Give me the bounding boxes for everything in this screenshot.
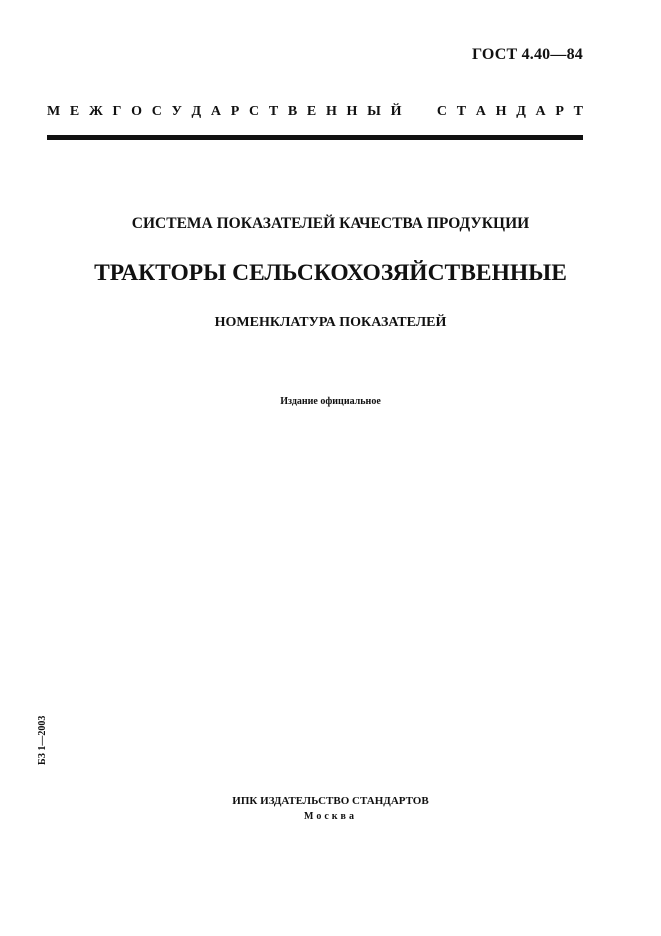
heading-letter: С bbox=[436, 104, 448, 119]
heading-letter: Й bbox=[390, 104, 402, 119]
series-title: СИСТЕМА ПОКАЗАТЕЛЕЙ КАЧЕСТВА ПРОДУКЦИИ bbox=[131, 215, 530, 232]
heading-letter: Р bbox=[230, 104, 240, 119]
heading-letter: А bbox=[535, 104, 546, 119]
heading-letter: Н bbox=[346, 104, 358, 119]
document-title: ТРАКТОРЫ СЕЛЬСКОХОЗЯЙСТВЕННЫЕ bbox=[94, 260, 567, 286]
document-subtitle: НОМЕНКЛАТУРА ПОКАЗАТЕЛЕЙ bbox=[214, 315, 447, 330]
heading-letter: В bbox=[287, 104, 298, 119]
publisher-city: Москва bbox=[304, 811, 357, 822]
edition-note: Издание официальное bbox=[280, 396, 381, 407]
heading-letter: О bbox=[131, 104, 143, 119]
heading-letter: Т bbox=[573, 104, 583, 119]
publisher-name: ИПК ИЗДАТЕЛЬСТВО СТАНДАРТОВ bbox=[232, 795, 429, 807]
heading-letter: Е bbox=[306, 104, 317, 119]
standard-type-heading bbox=[47, 104, 583, 120]
heading-letter: Ы bbox=[367, 104, 381, 119]
heading-letter: Н bbox=[325, 104, 337, 119]
heading-letter: М bbox=[47, 104, 61, 119]
heading-letter: А bbox=[210, 104, 222, 119]
heading-letter: У bbox=[171, 104, 182, 119]
heading-letter: Е bbox=[69, 104, 80, 119]
heading-letter: А bbox=[475, 104, 486, 119]
side-code: БЗ 1—2003 bbox=[37, 715, 48, 765]
heading-letter: Д bbox=[191, 104, 202, 119]
heading-letter: С bbox=[248, 104, 260, 119]
heading-letter: С bbox=[151, 104, 162, 119]
heading-letter: Т bbox=[456, 104, 467, 119]
heading-letter: Р bbox=[555, 104, 564, 119]
heading-letter: Ж bbox=[88, 104, 103, 119]
heading-letter: Д bbox=[516, 104, 526, 119]
heading-letter: Н bbox=[495, 104, 507, 119]
heading-letter: Т bbox=[268, 104, 279, 119]
word-gap bbox=[411, 104, 427, 120]
standard-number: ГОСТ 4.40—84 bbox=[471, 46, 583, 63]
heading-letter: Г bbox=[112, 104, 122, 119]
header-rule bbox=[47, 135, 583, 140]
